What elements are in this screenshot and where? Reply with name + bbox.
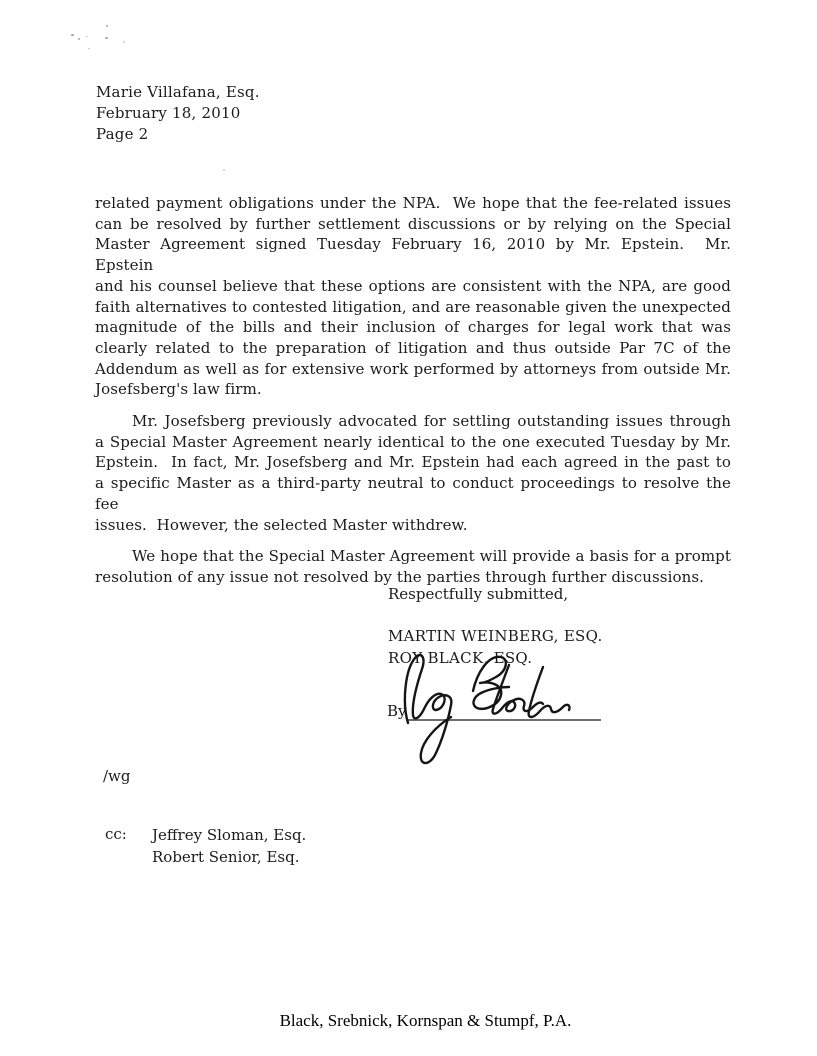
by-label: By — [387, 702, 407, 720]
paragraph — [95, 193, 736, 400]
signatory-name: MARTIN WEINBERG, ESQ. — [388, 627, 603, 645]
body-line: can be resolved by further settlement discussions or by relying on the Special — [95, 214, 731, 233]
scan-speck — [105, 37, 108, 39]
body-line: issues. However, the selected Master withdrew. — [95, 515, 468, 534]
page-number-label: Page 2 — [96, 125, 149, 143]
cc-recipients — [152, 825, 306, 868]
letter-date: February 18, 2010 — [96, 104, 241, 122]
body-line: Addendum as well as for extensive work performed by attorneys from outside Mr. — [95, 359, 731, 378]
body-line: We hope that the Special Master Agreement will provide a basis for a prompt — [132, 547, 731, 566]
scan-speck — [88, 48, 90, 49]
letter-body — [95, 193, 736, 588]
handwritten-signature — [386, 648, 611, 770]
scan-speck — [106, 25, 108, 27]
body-line: and his counsel believe that these options are consistent with the NPA, are good — [95, 276, 731, 295]
closing-salutation: Respectfully submitted, — [388, 585, 569, 603]
paragraph — [95, 411, 736, 535]
body-line: a Special Master Agreement nearly identical to the one executed Tuesday by Mr. — [95, 432, 731, 451]
body-line: magnitude of the bills and their inclusion of charges for legal work that was — [95, 318, 731, 337]
scan-speck — [71, 34, 74, 36]
cc-recipient: Jeffrey Sloman, Esq. — [152, 826, 307, 844]
recipient-name: Marie Villafana, Esq. — [96, 83, 260, 101]
cc-label: cc: — [105, 825, 127, 843]
body-line: related payment obligations under the NPA. We hope that the fee-related issues — [95, 194, 731, 212]
letter-header — [96, 82, 260, 145]
body-line: a specific Master as a third-party neutral to conduct proceedings to resolve the fee — [95, 474, 736, 513]
cc-recipient: Robert Senior, Esq. — [152, 847, 300, 866]
paragraph — [95, 546, 731, 587]
signatory-name: ROY BLACK, ESQ. — [388, 648, 533, 667]
scan-speck — [78, 38, 80, 40]
body-line: resolution of any issue not resolved by the parties through further discussions. — [95, 567, 705, 586]
body-line: Epstein. In fact, Mr. Josefsberg and Mr. Epstein had each agreed in the past to — [95, 453, 731, 472]
body-line: faith alternatives to contested litigation, and are reasonable given the unexpected — [95, 297, 731, 316]
body-line: Master Agreement signed Tuesday February 16, 2010 by Mr. Epstein. Mr. Epstein — [95, 235, 736, 275]
body-line: Mr. Josefsberg previously advocated for settling outstanding issues through — [132, 412, 731, 431]
scan-speck — [123, 41, 125, 43]
scan-speck — [86, 36, 88, 37]
typist-initials: /wg — [103, 767, 131, 785]
firm-name-footer: Black, Srebnick, Kornspan & Stumpf, P.A. — [279, 1011, 572, 1030]
body-line: Josefsberg's law firm. — [95, 380, 262, 399]
scan-speck — [223, 169, 225, 171]
body-line: clearly related to the preparation of litigation and thus outside Par 7C of the — [95, 338, 731, 357]
